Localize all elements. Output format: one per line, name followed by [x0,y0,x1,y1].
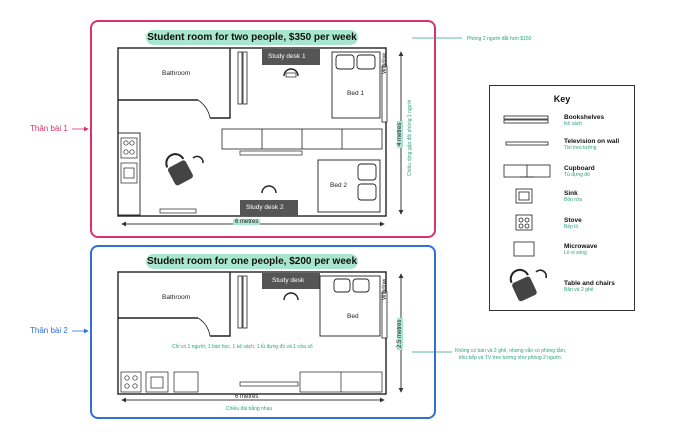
key-sub-cupboard: Tủ đựng đồ [564,172,590,178]
key-label-cupboard: Cupboard [564,165,595,172]
key-item-television [564,138,619,151]
window-label-top: Window [382,52,388,74]
study-desk-label: Study desk [272,277,305,284]
window-label-bottom: Window [382,278,388,300]
key-label-microwave: Microwave [564,243,598,250]
key-item-cupboard [564,165,595,178]
key-sub-television: Tivi treo tường [564,145,597,151]
two-person-price-annotation: Phòng 2 người đắt hơn $150 [467,36,532,42]
key-label-stove: Stove [564,217,582,224]
bed-1-shape [332,52,380,118]
key-label-bookshelves: Bookshelves [564,114,605,121]
height-label-bottom: 2.5 metres [397,319,403,348]
key-sub-microwave: Lò vi sóng [564,250,587,256]
key-icons [490,86,636,312]
two-person-room-title: Student room for two people, $350 per week [147,32,357,43]
key-item-table-and-chairs [564,280,615,293]
bookshelves-icon [504,116,548,123]
one-person-annotation-line-1: Không có bàn và 2 ghế, nhưng vẫn có phòng tắm, [455,348,567,354]
key-item-stove [564,217,582,230]
key-label-television: Television on wall [564,138,620,145]
key-label-sink: Sink [564,190,578,197]
key-item-bookshelves [564,114,604,127]
key-item-microwave [564,243,597,256]
bed-2-label: Bed 2 [330,182,347,189]
study-desk-2-label: Study desk 2 [246,204,284,211]
height-label-top: 4 metres [397,122,403,146]
study-desk-1-label: Study desk 1 [268,53,306,60]
body-paragraph-2-label: Thân bài 2 [30,326,68,335]
bathroom-label-top: Bathroom [162,70,191,77]
bed-1-label: Bed 1 [347,90,364,97]
key-legend-box [489,85,635,311]
body-paragraph-1-label: Thân bài 1 [30,124,68,133]
key-sub-sink: Bồn rửa [564,197,583,203]
key-sub-table-and-chairs: Bàn và 2 ghế [564,287,594,293]
key-label-table-and-chairs: Table and chairs [564,280,615,287]
sink-top-room [121,163,137,183]
table-and-chairs-icon [507,267,538,303]
bathroom-label-bottom: Bathroom [162,294,191,301]
width-note-bottom: Chiều dài bằng nhau [226,406,273,412]
bed-label: Bed [347,313,359,320]
one-person-room-title: Student room for one people, $200 per week [146,256,358,267]
one-person-room-frame [90,245,436,419]
microwave-icon [514,242,534,256]
window-top [382,66,387,122]
cupboard-icon [504,165,550,177]
one-person-center-note: Chỉ có 1 người, 1 bàn học, 1 kệ sách, 1 tủ đựng đồ và 1 cửa sổ [172,344,313,350]
sink-icon [516,189,532,203]
stove-icon [516,215,532,230]
key-item-sink [564,190,582,203]
width-label-bottom: 6 metres [235,394,259,400]
tv-wall-top [240,151,302,155]
cupboards-top-room [222,129,382,149]
stove-top-room [121,138,137,158]
television-icon [506,142,548,145]
bed-2-shape [318,160,380,212]
key-sub-bookshelves: Kệ sách [564,121,583,127]
key-title: Key [553,94,571,104]
width-label-top: 6 metres [235,219,259,225]
one-person-annotation-line-2: khu bếp và TV treo tường như phòng 2 người. [459,355,562,361]
key-sub-stove: Bếp lò [564,224,579,230]
height-note-top: Chiều rộng gấp đôi phòng 1 người [407,99,413,176]
